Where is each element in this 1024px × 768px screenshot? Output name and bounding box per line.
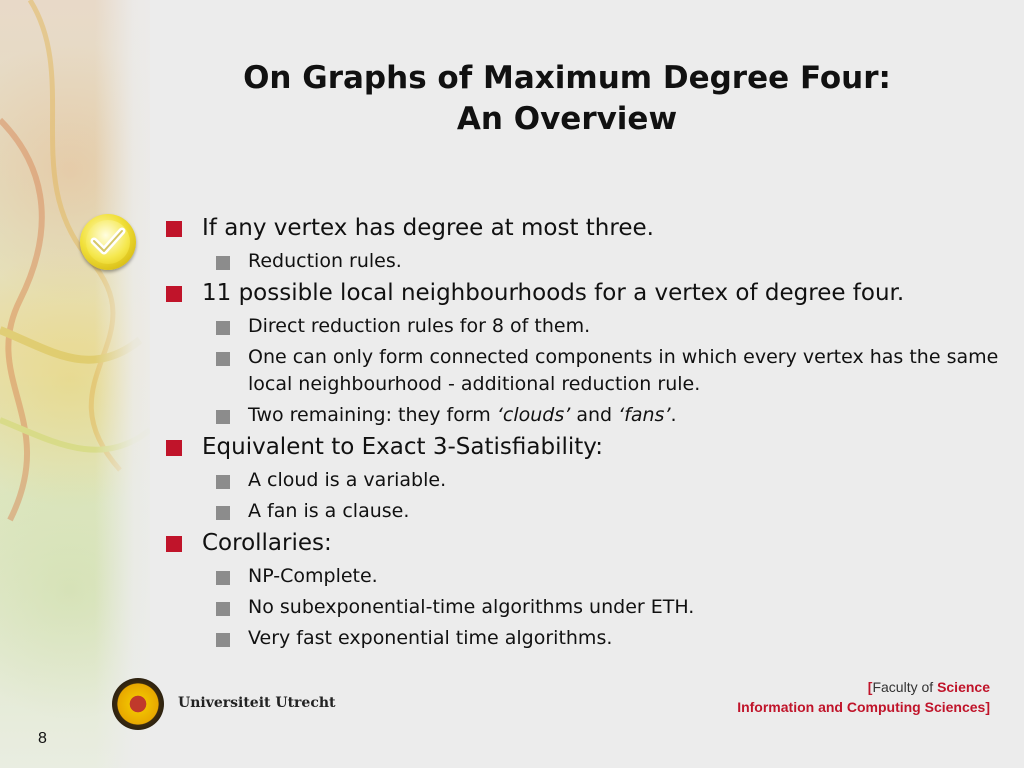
university-logo <box>112 678 336 733</box>
bullet-marker <box>166 536 182 552</box>
bullet-text: If any vertex has degree at most three. <box>202 215 654 241</box>
faculty-prefix: Faculty of <box>872 679 938 695</box>
sub-bullet-marker <box>216 475 230 489</box>
sub-bullet-text: Direct reduction rules for 8 of them. <box>248 315 591 337</box>
emphasis-clouds: ‘clouds’ <box>496 404 571 426</box>
slide-title-line1: On Graphs of Maximum Degree Four: <box>243 60 891 96</box>
slide-title <box>130 58 1004 140</box>
sub-bullet-text: No subexponential-time algorithms under ETH. <box>248 596 695 618</box>
bullet-text: Corollaries: <box>202 530 332 556</box>
sub-bullet-marker <box>216 256 230 270</box>
sub-bullet-text: Two remaining: they form <box>248 404 497 426</box>
sub-bullet-text-mid: and <box>570 404 619 426</box>
bullet-item <box>166 431 1006 463</box>
bullet-marker <box>166 440 182 456</box>
bullet-marker <box>166 221 182 237</box>
university-name: Universiteit Utrecht <box>178 695 336 711</box>
bullet-item <box>166 277 1006 309</box>
sub-bullet-item <box>166 402 1006 429</box>
sub-bullet-marker <box>216 410 230 424</box>
sub-bullet-item <box>166 594 1006 621</box>
sub-bullet-text: A fan is a clause. <box>248 500 410 522</box>
sub-bullet-text: Very fast exponential time algorithms. <box>248 627 613 649</box>
sub-bullet-item <box>166 498 1006 525</box>
sub-bullet-item <box>166 248 1006 275</box>
bullet-marker <box>166 286 182 302</box>
bullet-item <box>166 527 1006 559</box>
sub-bullet-item <box>166 344 1006 398</box>
faculty-name: Science <box>937 679 990 695</box>
sub-bullet-text: Reduction rules. <box>248 250 402 272</box>
sub-bullet-text: One can only form connected components in which every vertex has the same local neighbourhood - additional reduction rule. <box>248 346 999 395</box>
sub-bullet-item <box>166 467 1006 494</box>
department-name: Information and Computing Sciences <box>737 699 986 715</box>
university-seal-icon <box>112 678 164 730</box>
emphasis-fans: ‘fans’ <box>618 404 671 426</box>
sub-bullet-item <box>166 313 1006 340</box>
sub-bullet-item <box>166 563 1006 590</box>
sub-bullet-marker <box>216 321 230 335</box>
page-number: 8 <box>38 730 47 747</box>
sub-bullet-text: A cloud is a variable. <box>248 469 447 491</box>
faculty-label <box>737 677 990 717</box>
bullet-text: Equivalent to Exact 3-Satisfiability: <box>202 434 603 460</box>
sub-bullet-marker <box>216 352 230 366</box>
sub-bullet-item <box>166 625 1006 652</box>
bracket-open: [ <box>867 679 873 695</box>
sub-bullet-marker <box>216 633 230 647</box>
bullet-text: 11 possible local neighbourhoods for a vertex of degree four. <box>202 280 905 306</box>
slide-title-line2: An Overview <box>456 101 678 137</box>
sub-bullet-text: NP-Complete. <box>248 565 378 587</box>
bullet-item <box>166 212 1006 244</box>
bullet-list <box>166 210 1006 652</box>
sub-bullet-text-end: . <box>670 404 677 426</box>
sub-bullet-marker <box>216 571 230 585</box>
sub-bullet-marker <box>216 506 230 520</box>
sub-bullet-marker <box>216 602 230 616</box>
bracket-close: ] <box>985 699 990 715</box>
checkmark-icon <box>80 214 136 270</box>
